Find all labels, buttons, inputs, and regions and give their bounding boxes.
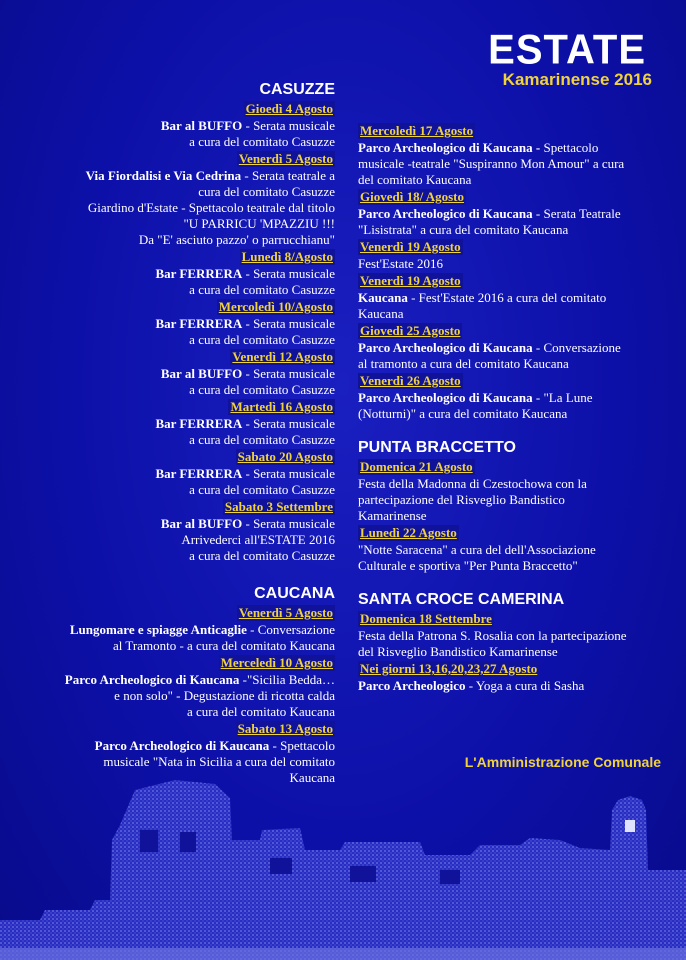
event-item	[358, 272, 668, 322]
event-venue: Parco Archeologico di Kaucana	[358, 340, 533, 355]
section-heading-santa-croce: SANTA CROCE CAMERINA	[358, 591, 565, 608]
event-description-line	[20, 332, 335, 348]
event-item	[20, 248, 335, 298]
town-skyline-illustration	[0, 770, 686, 960]
event-date: Venerdì 5 Agosto	[238, 605, 333, 620]
event-text: - Serata musicale	[242, 266, 335, 281]
event-item	[20, 498, 335, 564]
event-text: - Serata musicale	[242, 316, 335, 331]
event-venue: Bar FERRERA	[155, 416, 243, 431]
event-date: Giovedì 18/ Agosto	[360, 189, 465, 204]
event-venue: Bar al BUFFO	[160, 516, 243, 531]
event-item	[20, 348, 335, 398]
event-text: a cura del comitato Casuzze	[189, 332, 335, 347]
event-venue: Parco Archeologico	[358, 678, 466, 693]
event-text: "Lisistrata" a cura del comitato Kaucana	[358, 222, 569, 237]
santa-event-list	[358, 610, 668, 694]
event-item	[20, 398, 335, 448]
event-description-line	[358, 206, 668, 222]
event-item	[358, 524, 668, 574]
event-text: partecipazione del Risveglio Bandistico	[358, 492, 565, 507]
event-date: Venerdì 12 Agosto	[232, 349, 333, 364]
event-description-line	[20, 516, 335, 532]
event-description-line	[20, 382, 335, 398]
event-date: Mercoledì 10/Agosto	[218, 299, 333, 314]
administration-signature: L'Amministrazione Comunale	[464, 754, 661, 770]
event-description-line	[358, 558, 668, 574]
event-description-line	[20, 622, 335, 638]
caucana-event-list	[20, 604, 335, 786]
event-text: Giardino d'Estate - Spettacolo teatrale dal titolo	[87, 200, 335, 215]
casuzze-event-list	[20, 100, 335, 564]
event-date: Giovedì 25 Agosto	[360, 323, 461, 338]
event-venue: Lungomare e spiagge Anticaglie	[69, 622, 247, 637]
event-description-line	[358, 476, 668, 492]
event-venue: Bar FERRERA	[155, 266, 243, 281]
event-venue: Parco Archeologico di Kaucana	[358, 206, 533, 221]
event-text: Da "E' asciuto pazzo' o parrucchianu"	[138, 232, 335, 247]
event-date: Venerdì 26 Agosto	[360, 373, 461, 388]
event-description-line	[20, 638, 335, 654]
left-column	[20, 80, 335, 786]
event-date: Venerdì 19 Agosto	[360, 273, 461, 288]
event-description-line	[358, 290, 668, 306]
event-description-line	[20, 532, 335, 548]
event-description-line	[20, 754, 335, 770]
event-text: - Fest'Estate 2016 a cura del comitato	[407, 290, 607, 305]
event-description-line	[20, 168, 335, 184]
event-item	[358, 188, 668, 238]
event-description-line	[20, 232, 335, 248]
event-text: "Notte Saracena" a cura del dell'Associazione	[358, 542, 596, 557]
event-venue: Parco Archeologico di Kaucana -	[358, 140, 541, 155]
event-text: cura del comitato Casuzze	[198, 184, 335, 199]
event-date: Sabato 20 Agosto	[237, 449, 333, 464]
event-date: Martedì 16 Agosto	[230, 399, 333, 414]
event-text: e non solo" - Degustazione di ricotta calda	[114, 688, 335, 703]
section-heading-punta-braccetto: PUNTA BRACCETTO	[358, 439, 516, 456]
event-text: Kaucana	[289, 770, 335, 785]
event-text: musicale "Nata in Sicilia a cura del comitato	[103, 754, 335, 769]
event-text: - Serata musicale	[242, 118, 335, 133]
event-description-line	[358, 628, 668, 644]
event-date: Sabato 13 Agosto	[237, 721, 333, 736]
event-item	[20, 604, 335, 654]
event-text: (Notturni)" a cura del comitato Kaucana	[358, 406, 568, 421]
event-text: - Serata musicale	[242, 516, 335, 531]
section-heading-casuzze: CASUZZE	[259, 81, 335, 98]
event-text: a cura del comitato Casuzze	[189, 134, 335, 149]
event-description-line	[358, 508, 668, 524]
poster-title	[488, 26, 652, 90]
event-description-line	[20, 704, 335, 720]
event-text: a cura del comitato Casuzze	[189, 482, 335, 497]
event-date: Gioedì 4 Agosto	[245, 101, 333, 116]
event-venue: Bar FERRERA	[155, 466, 243, 481]
kaucana-event-list	[358, 122, 668, 422]
event-description-line	[358, 172, 668, 188]
event-date: Nei giorni 13,16,20,23,27 Agosto	[360, 661, 538, 676]
event-date: Mercoledì 17 Agosto	[360, 123, 474, 138]
event-text: Festa della Madonna di Czestochowa con la	[358, 476, 587, 491]
event-item	[20, 448, 335, 498]
event-item	[358, 322, 668, 372]
event-text: a cura del comitato Casuzze	[189, 282, 335, 297]
event-item	[20, 150, 335, 248]
event-description-line	[358, 492, 668, 508]
event-description-line	[358, 340, 668, 356]
event-description-line	[20, 216, 335, 232]
right-column	[358, 122, 668, 694]
event-text: a cura del comitato Casuzze	[189, 382, 335, 397]
event-text: Festa della Patrona S. Rosalia con la partecipazione	[358, 628, 627, 643]
title-subtitle: Kamarinense 2016	[502, 70, 652, 89]
event-description-line	[20, 118, 335, 134]
event-description-line	[358, 306, 668, 322]
event-description-line	[358, 406, 668, 422]
event-description-line	[358, 390, 668, 406]
event-text: a cura del comitato Casuzze	[189, 548, 335, 563]
event-description-line	[358, 356, 668, 372]
event-description-line	[20, 466, 335, 482]
event-description-line	[20, 672, 335, 688]
event-description-line	[358, 256, 668, 272]
event-venue: Parco Archeologico di Kaucana	[94, 738, 270, 753]
event-text: a cura del comitato Casuzze	[189, 432, 335, 447]
event-description-line	[358, 222, 668, 238]
event-description-line	[20, 282, 335, 298]
event-text: - Spettacolo	[269, 738, 335, 753]
event-text: al Tramonto - a cura del comitato Kaucana	[112, 638, 335, 653]
event-text: a cura del comitato Kaucana	[187, 704, 335, 719]
event-text: - Yoga a cura di Sasha	[465, 678, 585, 693]
event-text: - Serata Teatrale	[532, 206, 621, 221]
event-venue: Parco Archeologico di Kaucana	[64, 672, 240, 687]
event-item	[358, 458, 668, 524]
event-description-line	[20, 482, 335, 498]
event-text: del Risveglio Bandistico Kamarinense	[358, 644, 558, 659]
event-item	[358, 122, 668, 188]
event-venue: Kaucana	[358, 290, 408, 305]
event-description-line	[20, 416, 335, 432]
section-heading-caucana: CAUCANA	[254, 585, 335, 602]
event-description-line	[20, 688, 335, 704]
event-venue: Via Fiordalisi e Via Cedrina	[85, 168, 242, 183]
event-text: del comitato Kaucana	[358, 172, 472, 187]
event-description-line	[20, 200, 335, 216]
event-text: Fest'Estate 2016	[358, 256, 444, 271]
event-date: Merceledì 10 Agosto	[220, 655, 333, 670]
title-estate: ESTATE	[488, 26, 646, 74]
event-text: - Conversazione	[246, 622, 335, 637]
event-date: Venerdì 19 Agosto	[360, 239, 461, 254]
event-date: Sabato 3 Settembre	[224, 499, 333, 514]
event-text: Kamarinense	[358, 508, 427, 523]
event-text: Arrivederci all'ESTATE 2016	[181, 532, 335, 547]
event-description-line	[20, 316, 335, 332]
event-venue: Bar al BUFFO	[160, 366, 243, 381]
event-description-line	[20, 548, 335, 564]
event-venue: Bar FERRERA	[155, 316, 243, 331]
event-text: musicale -teatrale "Suspiranno Mon Amour" a cura	[358, 156, 625, 171]
event-description-line	[20, 134, 335, 150]
event-item	[20, 298, 335, 348]
event-date: Domenica 18 Settembre	[360, 611, 492, 626]
event-text: Kaucana	[358, 306, 404, 321]
event-text: Spettacolo	[540, 140, 599, 155]
event-date: Lunedì 22 Agosto	[360, 525, 457, 540]
event-description-line	[20, 432, 335, 448]
event-text: al tramonto a cura del comitato Kaucana	[358, 356, 569, 371]
event-description-line	[20, 184, 335, 200]
event-venue: Bar al BUFFO	[160, 118, 243, 133]
event-description-line	[20, 266, 335, 282]
event-text: - Conversazione	[532, 340, 621, 355]
event-description-line	[358, 140, 668, 156]
event-description-line	[20, 738, 335, 754]
event-description-line	[358, 678, 668, 694]
event-item	[358, 372, 668, 422]
event-text: "U PARRICU 'MPAZZIU !!!	[183, 216, 335, 231]
event-text: - Serata musicale	[242, 416, 335, 431]
event-text: Culturale e sportiva "Per Punta Braccetto"	[358, 558, 578, 573]
event-description-line	[20, 366, 335, 382]
event-text: - Serata musicale	[242, 366, 335, 381]
event-description-line	[358, 542, 668, 558]
event-text: - Serata teatrale a	[241, 168, 335, 183]
event-item	[358, 238, 668, 272]
event-item	[20, 654, 335, 720]
event-text: - Serata musicale	[242, 466, 335, 481]
event-description-line	[358, 156, 668, 172]
event-text: - "La Lune	[532, 390, 593, 405]
event-date: Domenica 21 Agosto	[360, 459, 473, 474]
event-item	[358, 660, 668, 694]
event-date: Lunedì 8/Agosto	[241, 249, 333, 264]
event-description-line	[358, 644, 668, 660]
event-text: -"Sicilia Bedda…	[239, 672, 335, 687]
event-item	[358, 610, 668, 660]
punta-event-list	[358, 458, 668, 574]
event-item	[20, 100, 335, 150]
event-venue: Parco Archeologico di Kaucana	[358, 390, 533, 405]
event-date: Venerdì 5 Agosto	[238, 151, 333, 166]
